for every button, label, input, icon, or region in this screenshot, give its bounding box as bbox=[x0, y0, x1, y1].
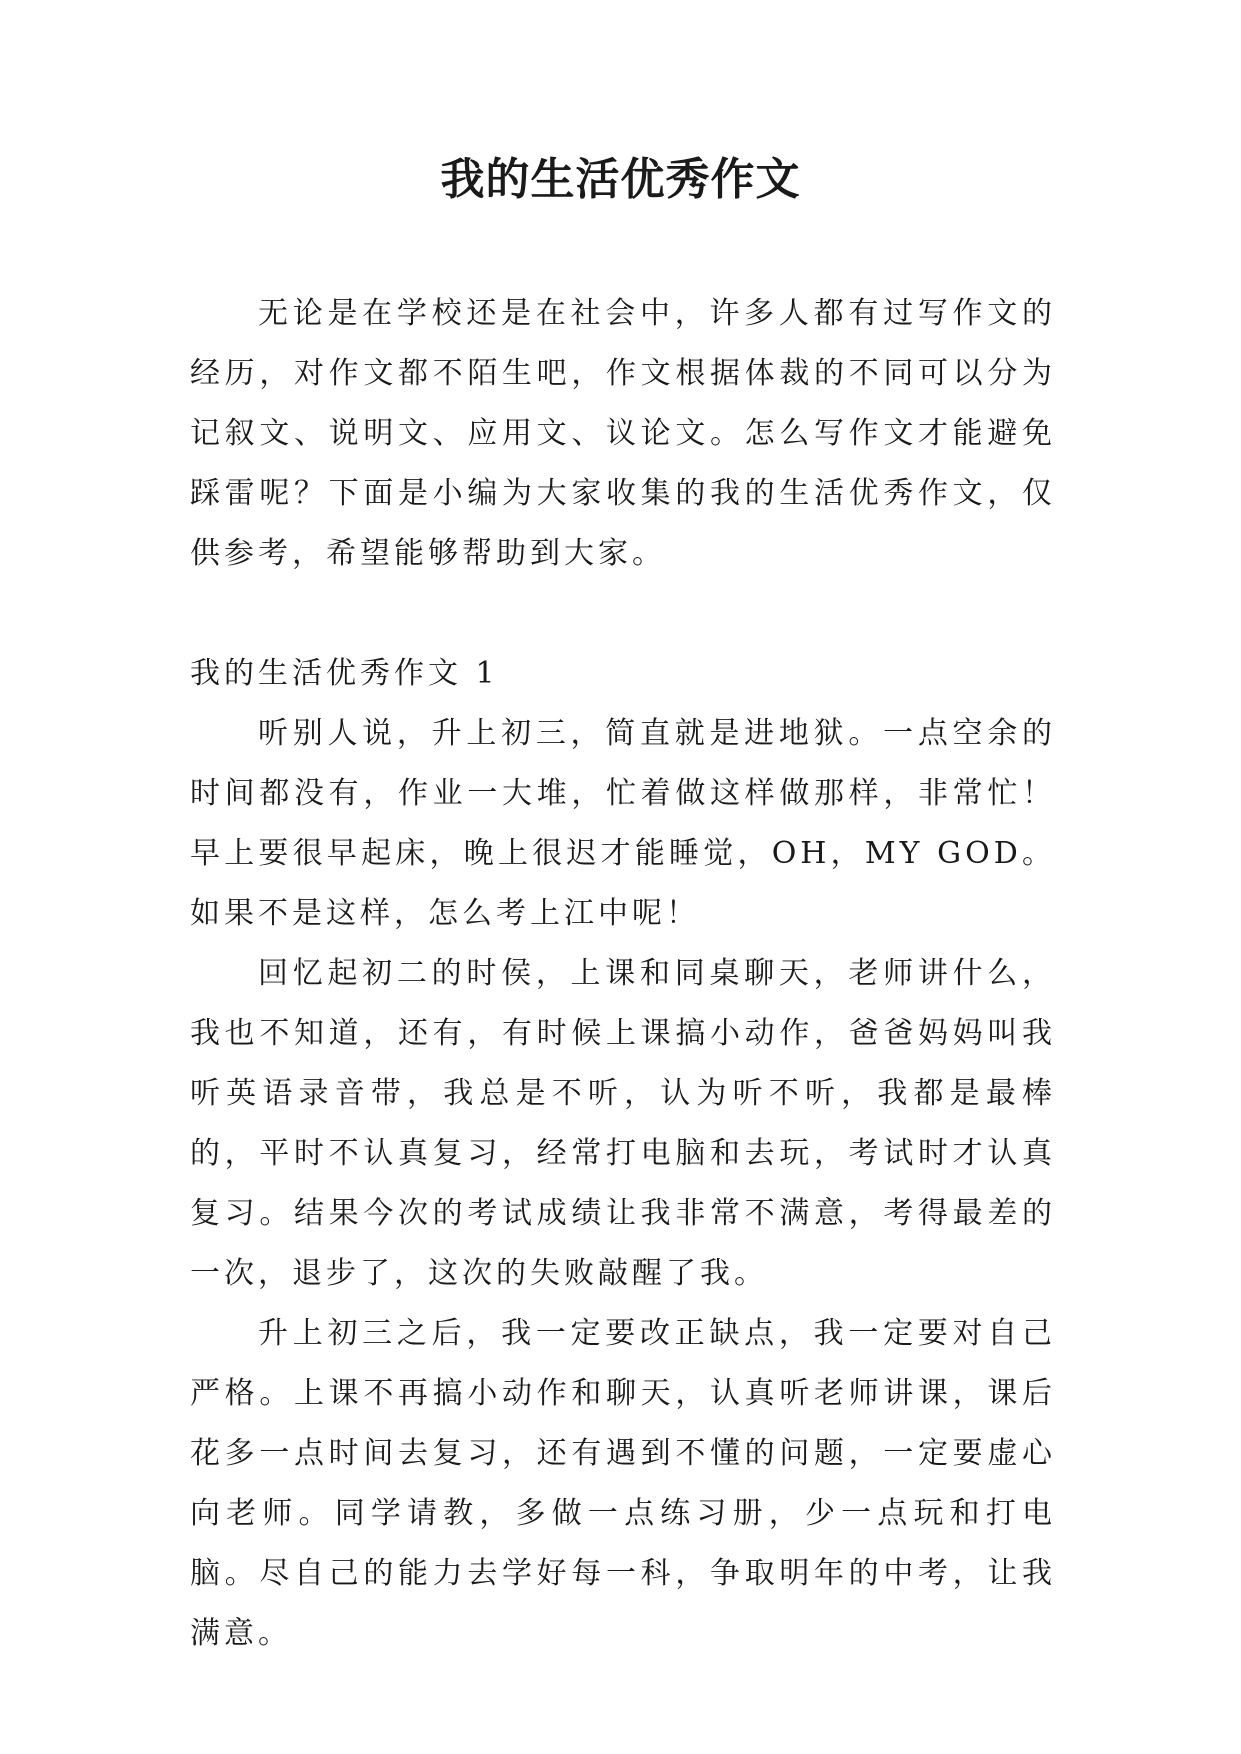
document-title: 我的生活优秀作文 bbox=[440, 154, 801, 205]
body-paragraph-3: 升上初三之后，我一定要改正缺点，我一定要对自己严格。上课不再搞小动作和聊天，认真听老师讲课，课后花多一点时间去复习，还有遇到不懂的问题，一定要虚心向老师。同学请教，多做一点练习册，少一点玩和打电脑。尽自己的能力去学好每一科，争取明年的中考，让我满意。 bbox=[190, 1316, 1056, 1651]
paragraph-gap bbox=[190, 584, 1056, 644]
body-paragraph-1: 听别人说，升上初三，简直就是进地狱。一点空余的时间都没有，作业一大堆，忙着做这样做那样，非常忙！早上要很早起床，晚上很迟才能睡觉，OH，MY GOD。如果不是这样，怎么考上江中呢！ bbox=[190, 716, 1056, 931]
intro-paragraph: 无论是在学校还是在社会中，许多人都有过写作文的经历，对作文都不陌生吧，作文根据体裁的不同可以分为记叙文、说明文、应用文、议论文。怎么写作文才能避免踩雷呢？下面是小编为大家收集的我的生活优秀作文，仅供参考，希望能够帮助到大家。 bbox=[190, 296, 1056, 571]
section-heading: 我的生活优秀作文 1 bbox=[190, 656, 499, 691]
document-body bbox=[190, 284, 1056, 1664]
body-paragraph-2: 回忆起初二的时侯，上课和同桌聊天，老师讲什么，我也不知道，还有，有时候上课搞小动作，爸爸妈妈叫我听英语录音带，我总是不听，认为听不听，我都是最棒的，平时不认真复习，经常打电脑和去玩，考试时才认真复习。结果今次的考试成绩让我非常不满意，考得最差的一次，退步了，这次的失败敲醒了我。 bbox=[190, 956, 1056, 1291]
